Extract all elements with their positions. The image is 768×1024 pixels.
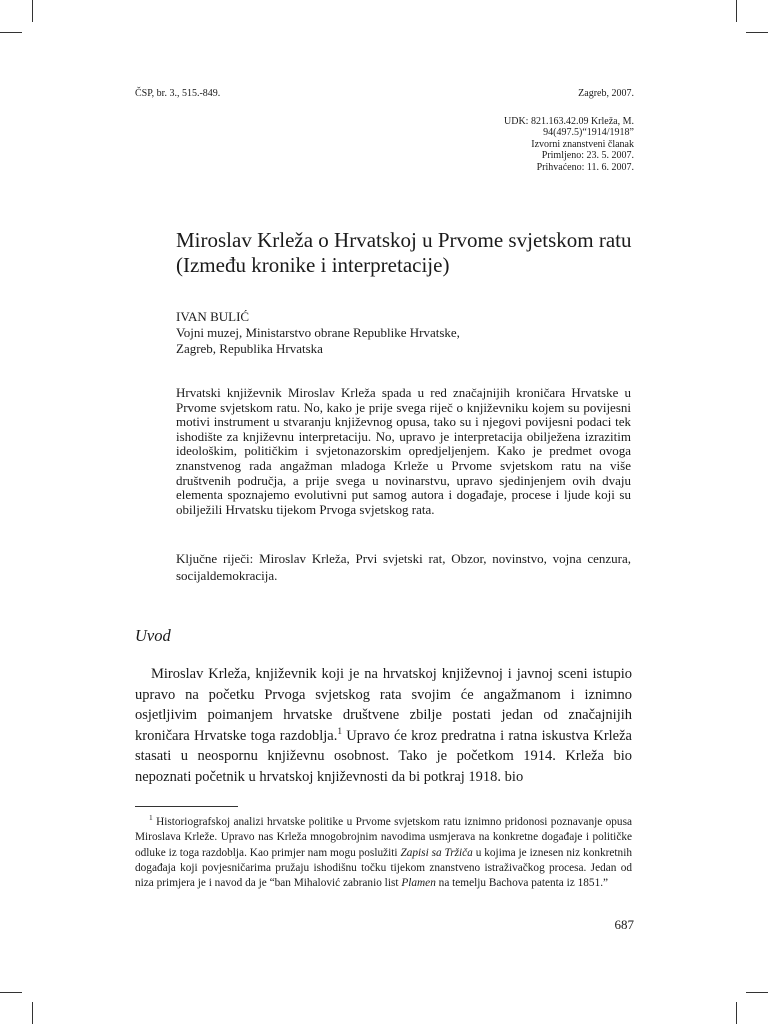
crop-mark-left-top: [0, 32, 22, 33]
abstract: Hrvatski književnik Miroslav Krleža spada u red značajnijih kroničara Hrvatske u Prvome svjetskom ratu. No, kako je prije svega riječ o književniku kojem su povijesni motivi instrument u stvaranju književnog opusa, tako su i njegovi povijesni podaci tek ishodište za književnu interpretaciju. No, upravo je interpretacija obilježena izrazitim ideološkim, političkim i svjetonazorskim opredjeljenjem. Kako je predmet ovoga znanstvenog rada angažman mladoga Krleže u Prvome svjetskom ratu na više društvenih područja, a prije svega u novinarstvu, upravo sjedinjenjem ovih dvaju elementa spoznajemo evolutivni put samog autora i događaje, procese i ljude koji su obilježili Hrvatsku tijekom Prvoga svjetskog rata.: [176, 385, 631, 517]
classification-block: [504, 116, 634, 173]
footnote-text-3: na temelju Bachova patenta iz 1851.”: [435, 877, 609, 890]
footnote-italic-1: Zapisi sa Tržiča: [400, 846, 473, 859]
footnote-italic-2: Plamen: [401, 877, 436, 890]
page-number: 687: [614, 917, 634, 932]
crop-mark-bottom-right: [736, 1002, 737, 1024]
title-line-2: (Između kronike i interpretacije): [176, 253, 450, 277]
footnote: [135, 815, 632, 891]
body-paragraph: [135, 664, 632, 788]
article-title: [176, 228, 646, 278]
received-date: Primljeno: 23. 5. 2007.: [541, 150, 634, 162]
title-line-1: Miroslav Krleža o Hrvatskoj u Prvome svjetskom ratu: [176, 228, 632, 252]
place-year: Zagreb, 2007.: [578, 88, 634, 99]
footnote-divider: [135, 806, 238, 807]
author-affiliation-2: Zagreb, Republika Hrvatska: [176, 341, 323, 356]
author-affiliation-1: Vojni muzej, Ministarstvo obrane Republike Hrvatske,: [176, 325, 460, 340]
accepted-date: Prihvaćeno: 11. 6. 2007.: [536, 161, 634, 173]
footnote-reference[interactable]: 1: [337, 726, 343, 737]
footnote-text-1: Historiografskoj analizi hrvatske politike u Prvome svjetskom ratu iznimno pridonosi poznavanje opusa Miroslava Krleže. Upravo nas Krleža mnogobrojnim navodima usmjerava na konkretne događaje i političke odluke iz toga razdoblja. Kao primjer nam mogu poslužiti: [135, 816, 632, 859]
udk-line-1: UDK: 821.163.42.09 Krleža, M.: [504, 116, 634, 127]
crop-mark-top-left: [32, 0, 33, 22]
journal-reference: ČSP, br. 3., 515.-849.: [135, 88, 221, 99]
section-heading: Uvod: [135, 626, 171, 645]
crop-mark-top-right: [736, 0, 737, 22]
footnote-number: 1: [149, 813, 153, 823]
crop-mark-left-bottom: [0, 992, 22, 993]
crop-mark-right-top: [746, 32, 768, 33]
crop-mark-right-bottom: [746, 992, 768, 993]
author-name: IVAN BULIĆ: [176, 309, 250, 324]
author-block: [176, 309, 460, 357]
crop-mark-bottom-left: [32, 1002, 33, 1024]
footnote-text-2: u kojima je iznesen niz konkretnih događaja koji povjesničarima pružaju ishodišnu točku tijekom znanstveno istraživačkog procesa. Jedan od niza primjera je i navod da je “ban Mihalović zabranio list: [135, 846, 632, 890]
udk-line-2: 94(497.5)“1914/1918”: [543, 127, 634, 139]
body-text-part-1: Miroslav Krleža, književnik koji je na hrvatskoj književnoj i javnoj sceni istupio upravo na početku Prvoga svjetskog rata svojim će angažmanom i iznimno osjetljivim poimanjem hrvatske društvene zbilje postati jedan od značajnijih kroničara Hrvatske toga razdoblja.: [135, 666, 632, 744]
body-text-part-2: Upravo će kroz predratna i ratna iskustva Krleža stasati u neospornu književnu osobnost. Tako je početkom 1914. Krleža bio nepoznati početnik u hrvatskoj književnosti da bi potkraj 1918. bio: [135, 727, 632, 785]
article-type: Izvorni znanstveni članak: [531, 138, 634, 150]
keywords: Ključne riječi: Miroslav Krleža, Prvi svjetski rat, Obzor, novinstvo, vojna cenzura, socijaldemokracija.: [176, 551, 631, 583]
